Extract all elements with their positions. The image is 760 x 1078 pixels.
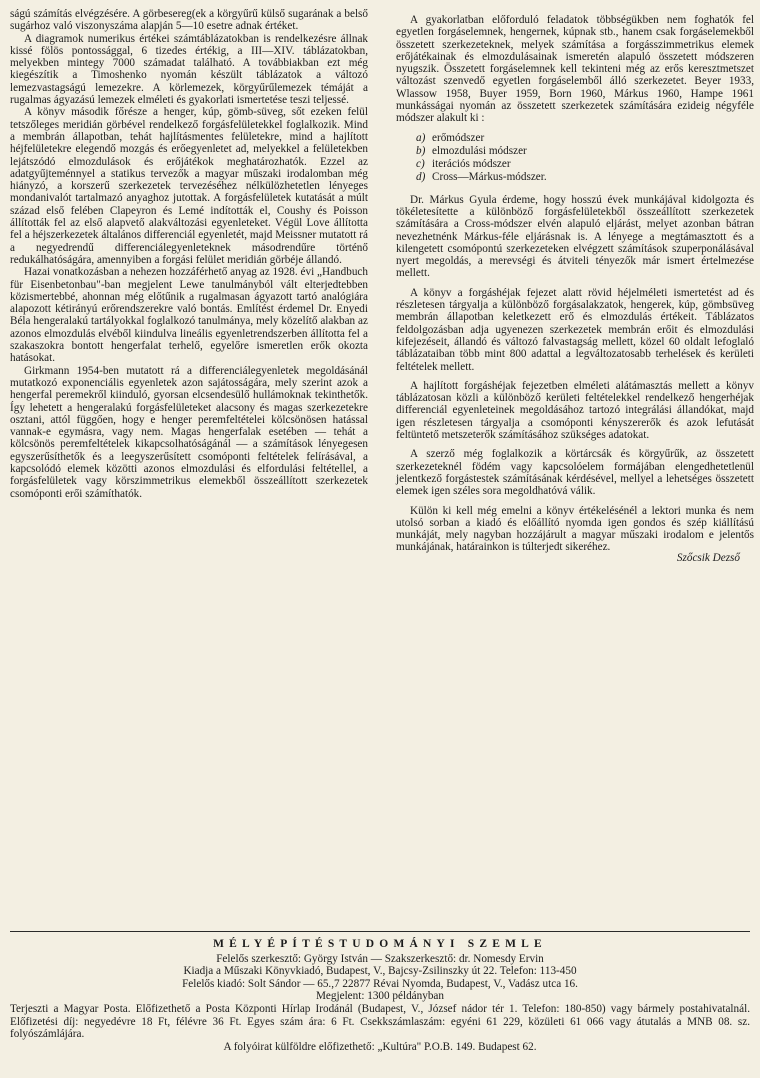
author-signature: Szőcsik Dezső <box>676 551 740 564</box>
method-item <box>416 158 754 171</box>
publisher-line: Kiadja a Műszaki Könyvkiadó, Budapest, V., Bajcsy-Zsilinszky út 22. Telefon: 113-450 <box>183 965 577 978</box>
method-item <box>416 145 754 158</box>
right-paragraph: A hajlított forgáshéjak fejezetben elméleti alátámasztás mellett a könyv táblázatosan közli a különböző kerületi feltételekkel rendelkező hengerhéjak differenciál egyenleteinek megoldásához tartozó integrálási állandókat, majd igen részletesen tárgyalja a csomóponti kényszererők és azok lefutását feltüntető metszeterők számításához szükséges adatokat. <box>396 379 754 442</box>
right-paragraph: A könyv a forgáshéjak fejezet alatt rövid héjelméleti ismertetést ad és részletesen tárgyalja a különböző forgásalakzatok, hengerek, kúp, gömbsüveg membrán állapotban keletkezett erő és elmozdulás értékeit. Táblázatos feldolgozásban adja ugyenezen szerkezetek membrán erőit és elmozdulási kifejezéseit, állandó és változó falvastagság mellett, közel 60 oldalt lefoglaló táblázataiban több mint 800 adattal a legváltozatosabb terhelések és kerületi feltételek mellett. <box>396 286 754 373</box>
circulation-line: Megjelent: 1300 példányban <box>315 990 444 1003</box>
methods-list <box>416 132 754 184</box>
method-item <box>416 171 754 184</box>
right-paragraph: Külön ki kell még emelni a könyv értékelésénél a lektori munka és nem utolsó sorban a kiadó és előállító nyomda igen gondos és szép kiállítású munkáját, mely nagyban hozzájárult a magyar műszaki irodalom e jelentős munkájának, határainkon is túlterjedt sikeréhez. <box>396 504 754 554</box>
method-label: erőmódszer <box>432 131 485 144</box>
method-marker: b) <box>416 144 426 157</box>
method-item <box>416 132 754 145</box>
right-paragraph: Dr. Márkus Gyula érdeme, hogy hosszú évek munkájával kidolgozta és tökéletesítette a különböző forgásfelületekből összeállított szerkezetek számítására a Cross-módszer elvén alapuló eljárást, melyet azonban bátran nevezhetnénk Márkus-féle eljárásnak is. A lényege a megtámasztott és a kilengetett csomópontú szerkezeteken elvégzett számítások szuperponálásával nyert megoldás, a merevségi és átviteli tényezők már ismert értelmezése mellett. <box>396 193 754 280</box>
left-paragraph: ságú számítás elvégzésére. A görbesereg(ek a körgyűrű külső sugarának a belső sugárhoz való viszonyszáma alapján 5—10 esetre adnak értéket. <box>10 8 368 33</box>
imprint-block <box>10 938 750 1053</box>
left-paragraph: Girkmann 1954-ben mutatott rá a differenciálegyenletek megoldásánál mutatkozó exponenciális egyenletek azon sajátosságára, mely szerint azok a hengerfal peremekről kiinduló, gyorsan elcsendesülő hullámoknak tekinthetők. Így lehetett a hengeralakú forgásfelületeket alacsony és magas szerkezetekre osztani, attól függően, hogy e henger peremfeltételei kölcsönösen hatással vannak-e egymásra, vagy nem. Magas hengerfalak esetében — tehát a kölcsönös peremfeltételek kikapcsolhatóságánál — a számítások lényegesen egyszerűsíthetők és a leegyszerűsített csomóponti feltételek felírásával, a kapcsolódó elemek közötti azonos elmozdulási és elfordulási feltétellel, a forgásfelületek vagy körszimmetrikus elemekből összeállított szerkezetek csomóponti erői számíthatók. <box>10 364 368 500</box>
left-paragraph: Hazai vonatkozásban a nehezen hozzáférhető anyag az 1928. évi „Handbuch für Eisenbetonbau"-ban megjelent Lewe tanulmányból vált elterjedtebben közismertebbé, ahonnan még előtűnik a rugalmasan ágyazott tartó analógiára alapozott kétirányú erőrendszerekre való bontás. Említést érdemel Dr. Enyedi Béla hengeralakú tartályokkal foglalkozó tanulmánya, mely közelítő alakban az azonos elmozdulás elvéből kiindulva lineális egyenletrendszerben állította fel a szakaszokra bontott hengerfalat terhelő, egyelőre ismeretlen erők okozta hatásokat. <box>10 266 368 365</box>
method-marker: c) <box>416 157 425 170</box>
method-marker: d) <box>416 170 426 183</box>
method-marker: a) <box>416 131 426 144</box>
printer-line: Felelős kiadó: Solt Sándor — 65.,7 22877 Révai Nyomda, Budapest, V., Vadász utca 16. <box>182 977 578 990</box>
distribution-text: Terjeszti a Magyar Posta. Előfizethető a Posta Központi Hírlap Irodánál (Budapest, V., József nádor tér 1. Telefon: 180-850) vagy bármely postahivatalnál. Előfizetési díj: negyedévre 18 Ft, félévre 36 Ft. Egyes szám ára: 6 Ft. Csekkszámlaszám: egyéni 61 229, közületi 61 066 vagy átutalás a MNB 08. sz. folyószámlájára. <box>10 1002 750 1041</box>
method-label: iterációs módszer <box>432 157 511 170</box>
imprint-divider <box>10 931 750 932</box>
abroad-line: A folyóirat külföldre előfizethető: „Kultúra" P.O.B. 149. Budapest 62. <box>223 1040 537 1053</box>
left-paragraph: A könyv második főrésze a henger, kúp, gömb-süveg, sőt ezeken felül tetszőleges meridián görbével rendelkező forgásfelületekkel foglalkozik. Mind a membrán állapotban, tehát hajlításmentes felületekre, mind a hajlított héjfelületekre elegendő mozgás és erőegyenletet ad, melyekkel a felületekben lejátszódó elmozdulások és erőjátékok meghatározhatók. Ezzel az adatgyűjteménnyel a statikus tervezők a magyar műszaki irodalomban még hiányzó, a korszerű szerkezetek tervezéséhez nélkülözhetetlen lényeges mondanivalót tartalmazó anyaghoz jutottak. A forgásfelületek kutatását a múlt század első felében Clapeyron és Lemé indították el, Coushy és Poisson állították fel az első alapvető alakváltozási egyenleteket. Végül Love állította fel a héjszerkezetek általános differenciál egyenletét, majd Meissner mutatott rá a negyedrendű differenciálegyenleteknek másodrendűre történő redukálhatóságára, amennyiben a forgási felület meridián görbéje állandó. <box>10 106 368 266</box>
right-paragraph: A szerző még foglalkozik a körtárcsák és körgyűrűk, az összetett szerkezeteknél födém vagy kapcsolóelem formájában elengedhetetlenül jelentkező forgástestek számításának kérdésével, mellyel a lehetséges összetett elemek igen széles sora megoldhatóvá válik. <box>396 448 754 498</box>
method-label: Cross—Márkus-módszer. <box>432 170 547 183</box>
article-columns <box>10 8 754 748</box>
journal-title: MÉLYÉPÍTÉSTUDOMÁNYI SZEMLE <box>213 938 547 950</box>
editors-line: Felelős szerkesztő: György István — Szakszerkesztő: dr. Nomesdy Ervin <box>216 952 544 965</box>
right-column <box>396 8 754 748</box>
method-label: elmozdulási módszer <box>432 144 527 157</box>
right-intro-paragraph: A gyakorlatban előforduló feladatok többségükben nem foghatók fel egyetlen forgáselemnek, hengernek, kúpnak stb., hanem csak forgáselemekből összetett szerkezeteknek, melyek számítása a forgásszimmetrikus elemek erőjátékainak és elmozdulásainak ismeretén alapuló összetett módszeren nyugszik. Összetett forgáselemnek kell tekinteni még az erős keresztmetszet változást szenvedő egyetlen forgáselemből álló szerkezetet. Beyer 1933, Wlassow 1958, Buyer 1959, Born 1960, Márkus 1960, Hampe 1961 munkásságai nyomán az összetett szerkezetek számítására ezideig négyféle módszer alakult ki : <box>396 14 754 125</box>
left-paragraph: A diagramok numerikus értékei számtáblázatokban is rendelkezésre állnak kissé fölös pontossággal, 6 tizedes értékig, a III—XIV. táblázatokban, melyekben mintegy 7000 számadat található. A továbbiakban ezt még kiegészítik a Timoshenko nyomán készült táblázatok a változó lemezvastagságú lemezekre. A körlemezek, körgyűrűlemezek témáját a rugalmas ágyazású lemezek elméleti és gyakorlati ismertetése teszi teljessé. <box>10 32 368 107</box>
left-column <box>10 8 368 748</box>
